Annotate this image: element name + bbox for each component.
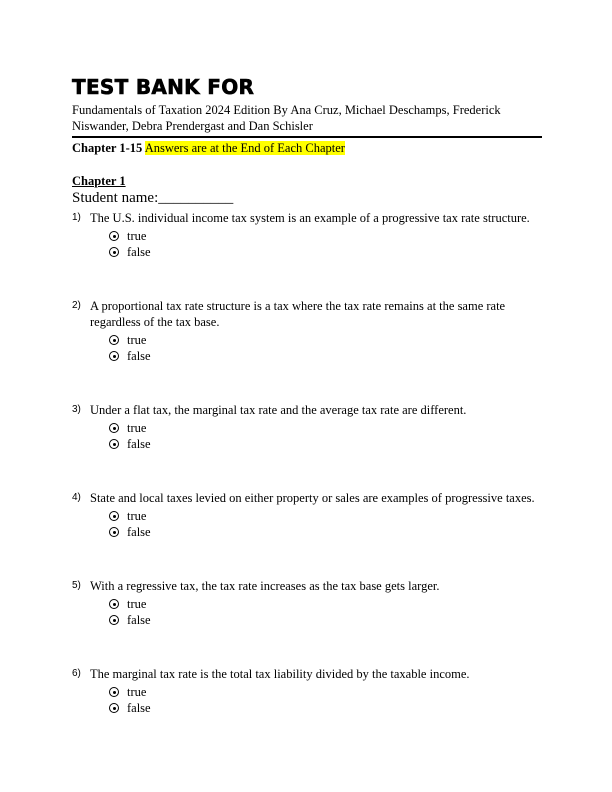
question-list: [72, 210, 542, 716]
radio-button-icon[interactable]: [109, 335, 119, 345]
question-text: State and local taxes levied on either property or sales are examples of progressive taxes.: [90, 491, 535, 505]
option-label: true: [127, 420, 147, 435]
answer-options: [109, 684, 542, 716]
question-number: 4): [72, 492, 81, 503]
question-text: The U.S. individual income tax system is an example of a progressive tax rate structure.: [90, 211, 530, 225]
question-number: 6): [72, 668, 81, 679]
option-true[interactable]: [109, 684, 542, 700]
title-divider: [72, 136, 542, 138]
radio-button-icon[interactable]: [109, 439, 119, 449]
radio-button-icon[interactable]: [109, 703, 119, 713]
option-true[interactable]: [109, 596, 542, 612]
question-number: 3): [72, 404, 81, 415]
option-label: true: [127, 228, 147, 243]
question-spacer: [72, 364, 542, 402]
question-2: [72, 298, 542, 364]
question-spacer: [72, 540, 542, 578]
question-number: 5): [72, 580, 81, 591]
option-label: false: [127, 436, 151, 451]
option-false[interactable]: [109, 700, 542, 716]
question-text: A proportional tax rate structure is a tax where the tax rate remains at the same rate regardless of the tax base.: [90, 299, 506, 329]
question-spacer: [72, 452, 542, 490]
option-true[interactable]: [109, 508, 542, 524]
radio-button-icon[interactable]: [109, 615, 119, 625]
option-false[interactable]: [109, 244, 542, 260]
answer-options: [109, 332, 542, 364]
option-false[interactable]: [109, 436, 542, 452]
radio-button-icon[interactable]: [109, 351, 119, 361]
student-name-line: Student name:__________: [72, 190, 234, 206]
option-true[interactable]: [109, 420, 542, 436]
option-label: true: [127, 508, 147, 523]
option-label: true: [127, 684, 147, 699]
option-label: false: [127, 612, 151, 627]
document-page: [72, 74, 542, 716]
document-title: TEST BANK FOR: [72, 75, 255, 99]
radio-button-icon[interactable]: [109, 231, 119, 241]
option-label: false: [127, 524, 151, 539]
option-label: false: [127, 700, 151, 715]
option-label: false: [127, 244, 151, 259]
option-true[interactable]: [109, 332, 542, 348]
answers-note: Answers are at the End of Each Chapter: [144, 141, 345, 155]
question-5: [72, 578, 542, 628]
radio-button-icon[interactable]: [109, 423, 119, 433]
option-false[interactable]: [109, 524, 542, 540]
answer-options: [109, 508, 542, 540]
question-spacer: [72, 628, 542, 666]
question-text: The marginal tax rate is the total tax liability divided by the taxable income.: [90, 667, 470, 681]
question-text: With a regressive tax, the tax rate increases as the tax base gets larger.: [90, 579, 440, 593]
question-text: Under a flat tax, the marginal tax rate and the average tax rate are different.: [90, 403, 467, 417]
question-spacer: [72, 260, 542, 298]
question-3: [72, 402, 542, 452]
radio-button-icon[interactable]: [109, 511, 119, 521]
option-true[interactable]: [109, 228, 542, 244]
radio-button-icon[interactable]: [109, 247, 119, 257]
question-6: [72, 666, 542, 716]
option-label: true: [127, 596, 147, 611]
answer-options: [109, 596, 542, 628]
question-1: [72, 210, 542, 260]
chapter-range-line: [72, 140, 542, 156]
chapter-range: Chapter 1-15: [72, 141, 143, 155]
answer-options: [109, 228, 542, 260]
question-4: [72, 490, 542, 540]
option-false[interactable]: [109, 612, 542, 628]
radio-button-icon[interactable]: [109, 687, 119, 697]
option-label: true: [127, 332, 147, 347]
question-number: 2): [72, 300, 81, 311]
answer-options: [109, 420, 542, 452]
option-false[interactable]: [109, 348, 542, 364]
chapter-heading: Chapter 1: [72, 174, 126, 188]
option-label: false: [127, 348, 151, 363]
document-subtitle: Fundamentals of Taxation 2024 Edition By Ana Cruz, Michael Deschamps, Frederick Niswander, Debra Prendergast and Dan Schisler: [72, 103, 501, 133]
question-number: 1): [72, 212, 81, 223]
radio-button-icon[interactable]: [109, 599, 119, 609]
radio-button-icon[interactable]: [109, 527, 119, 537]
